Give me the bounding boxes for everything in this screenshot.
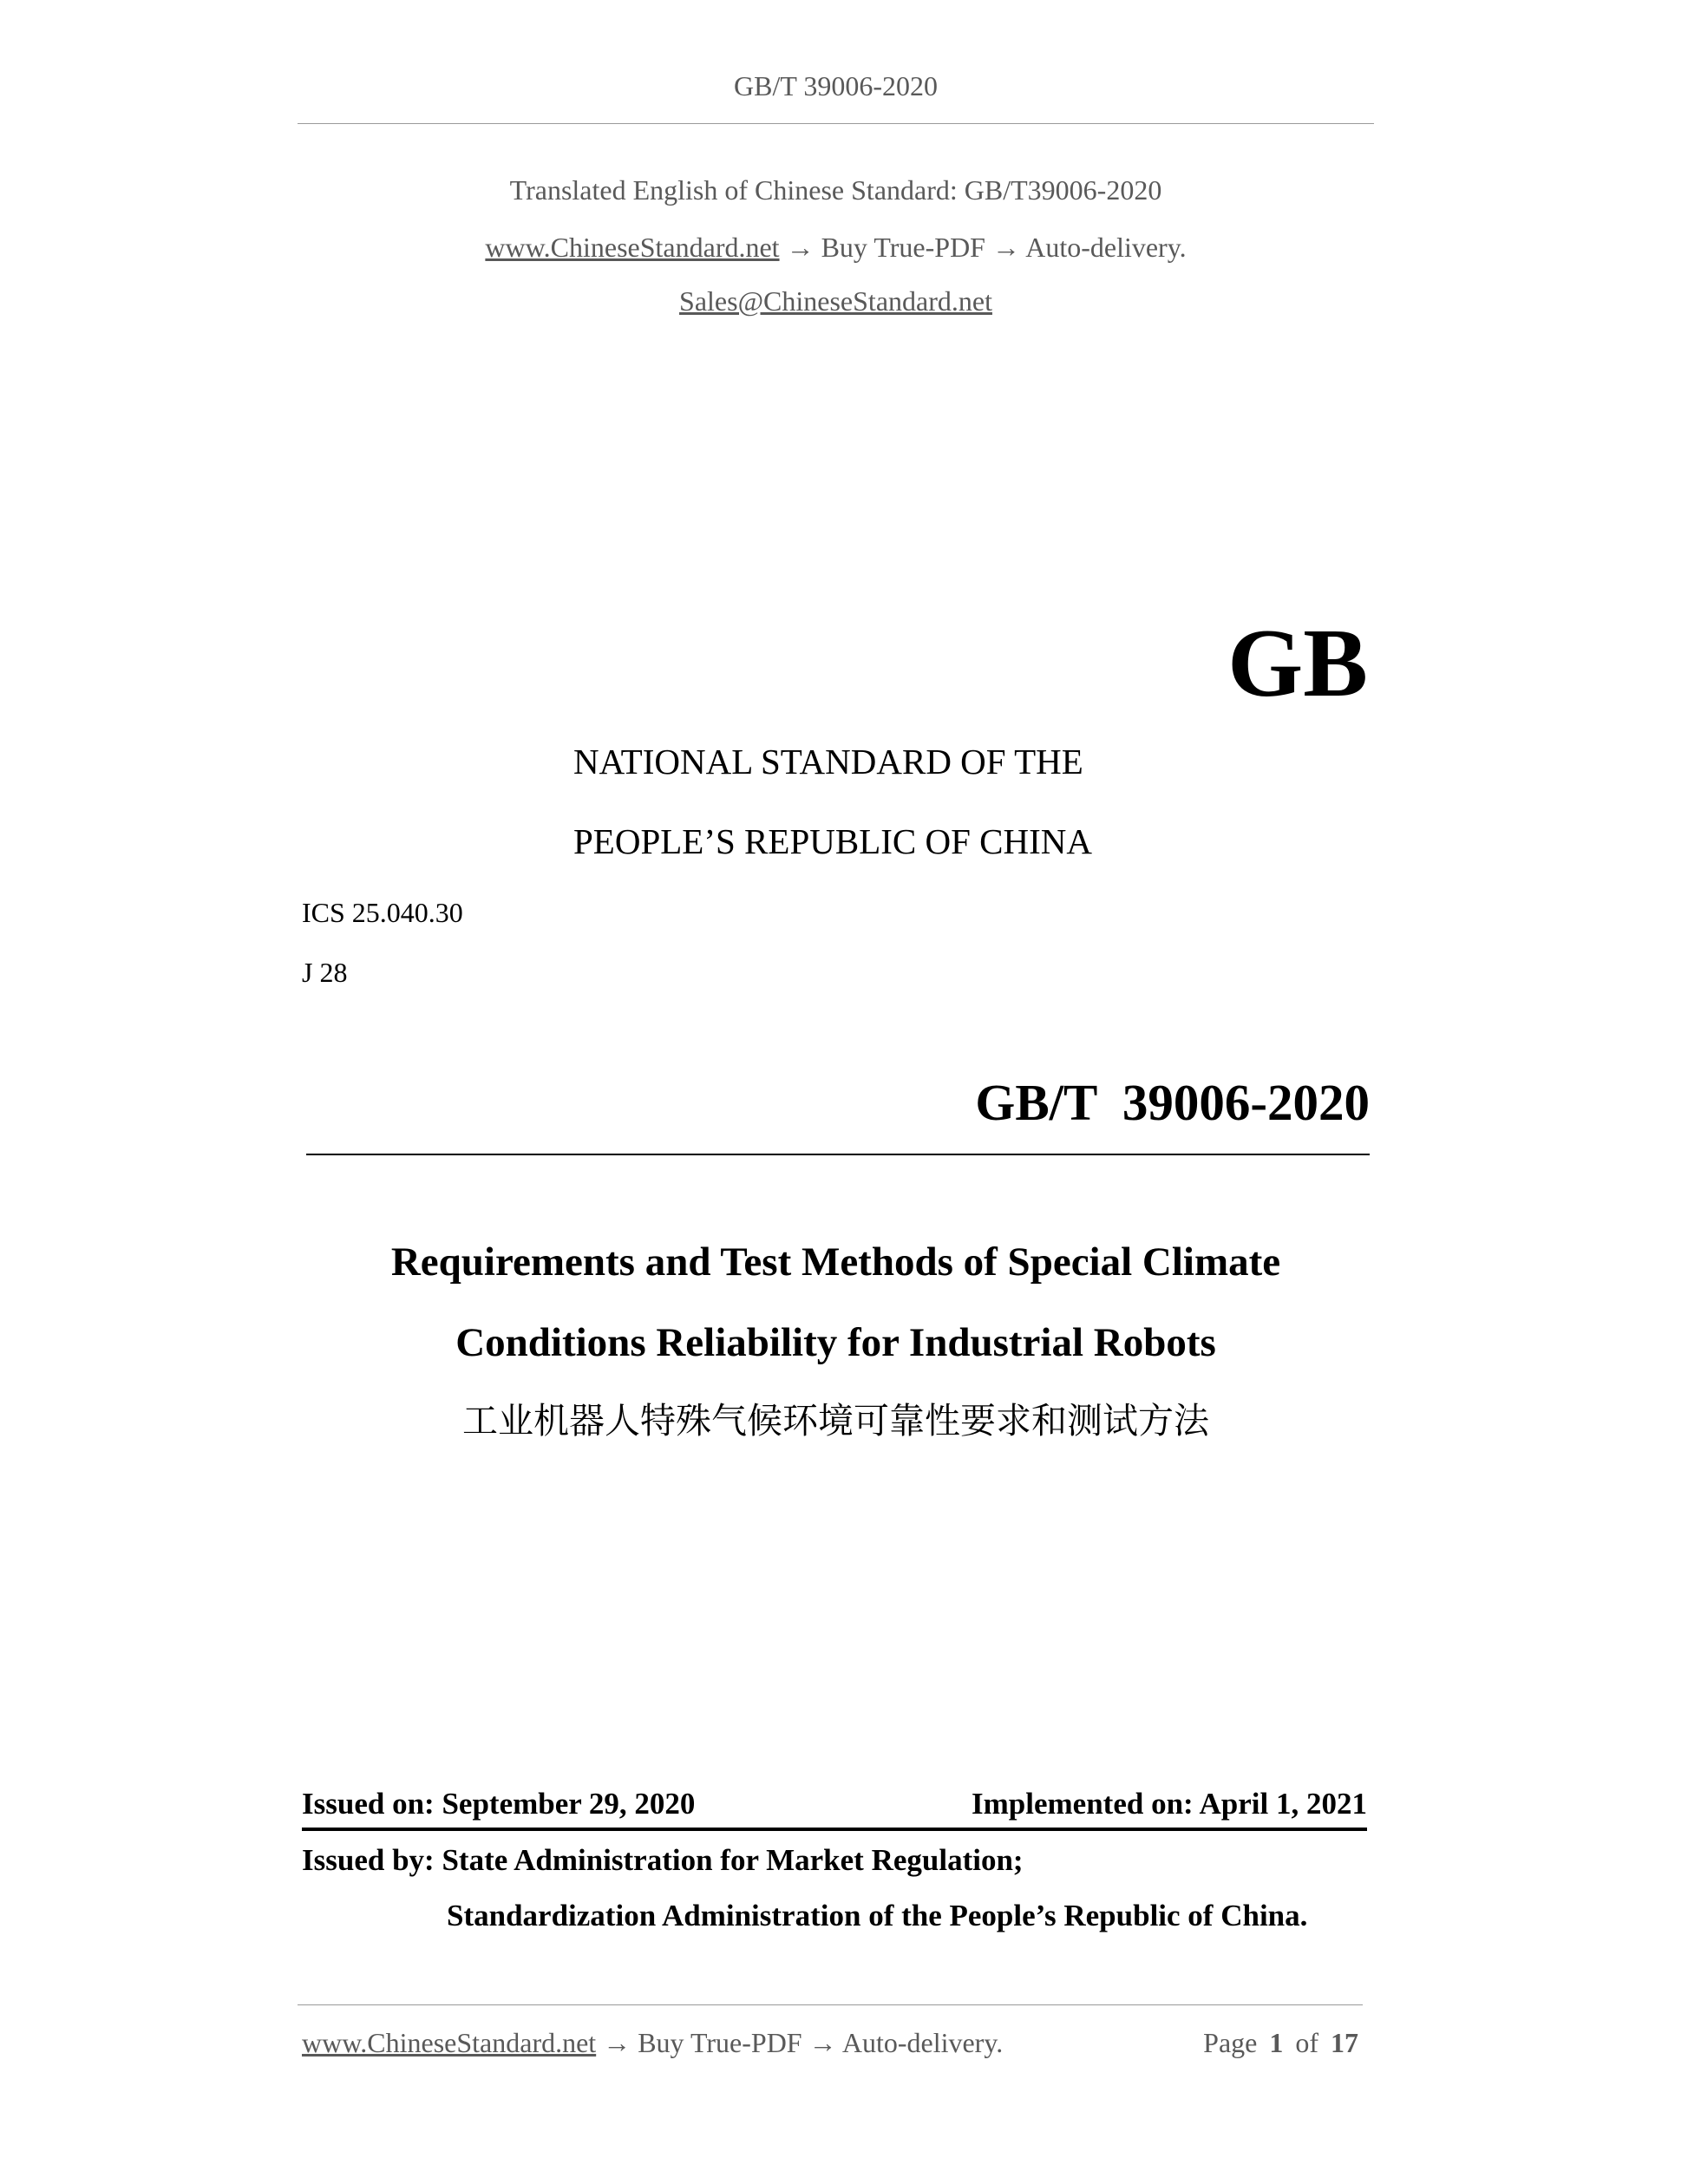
- title-english-line-1: Requirements and Test Methods of Special Climate: [390, 1239, 1281, 1285]
- footer-site-link[interactable]: www.ChineseStandard.net: [302, 2027, 597, 2058]
- translation-notice: Translated English of Chinese Standard: GB/T39006-2020: [509, 174, 1162, 206]
- footer-promo-tail: → Buy True-PDF → Auto-delivery.: [603, 2027, 1004, 2058]
- promo-tail: → Buy True-PDF → Auto-delivery.: [786, 232, 1187, 263]
- gb-mark: GB: [1227, 610, 1368, 717]
- of-label: of: [1295, 2027, 1318, 2058]
- issued-by: Issued by: State Administration for Market Regulation;: [302, 1843, 1024, 1877]
- issued-by-second-authority: Standardization Administration of the People’s Republic of China.: [447, 1899, 1308, 1932]
- running-header: GB/T 39006-2020: [734, 70, 938, 101]
- header-divider: [298, 123, 1374, 124]
- page-indicator: [1203, 2026, 1358, 2059]
- footer-divider: [298, 2004, 1363, 2005]
- sales-email-link[interactable]: Sales@ChineseStandard.net: [679, 285, 992, 317]
- national-standard-line-1: NATIONAL STANDARD OF THE: [573, 742, 1083, 781]
- standard-number: GB/T 39006-2020: [975, 1074, 1370, 1131]
- standard-number-divider: [306, 1154, 1370, 1155]
- issue-divider: [302, 1828, 1367, 1831]
- page-number: 1: [1269, 2027, 1284, 2058]
- promo-line: [298, 231, 1374, 264]
- issued-on-date: Issued on: September 29, 2020: [302, 1787, 696, 1821]
- page-total: 17: [1331, 2027, 1358, 2058]
- national-standard-line-2: PEOPLE’S REPUBLIC OF CHINA: [573, 821, 1092, 861]
- page-label: Page: [1203, 2027, 1258, 2058]
- sales-line: [298, 284, 1374, 317]
- site-link[interactable]: www.ChineseStandard.net: [485, 232, 780, 263]
- implemented-on-date: Implemented on: April 1, 2021: [972, 1787, 1367, 1821]
- footer-promo-line: [302, 2026, 1003, 2059]
- title-english-line-2: Conditions Reliability for Industrial Robots: [455, 1320, 1216, 1365]
- ics-code: ICS 25.040.30: [302, 897, 463, 928]
- ccs-code: J 28: [302, 957, 348, 988]
- title-chinese: 工业机器人特殊气候环境可靠性要求和测试方法: [462, 1400, 1209, 1442]
